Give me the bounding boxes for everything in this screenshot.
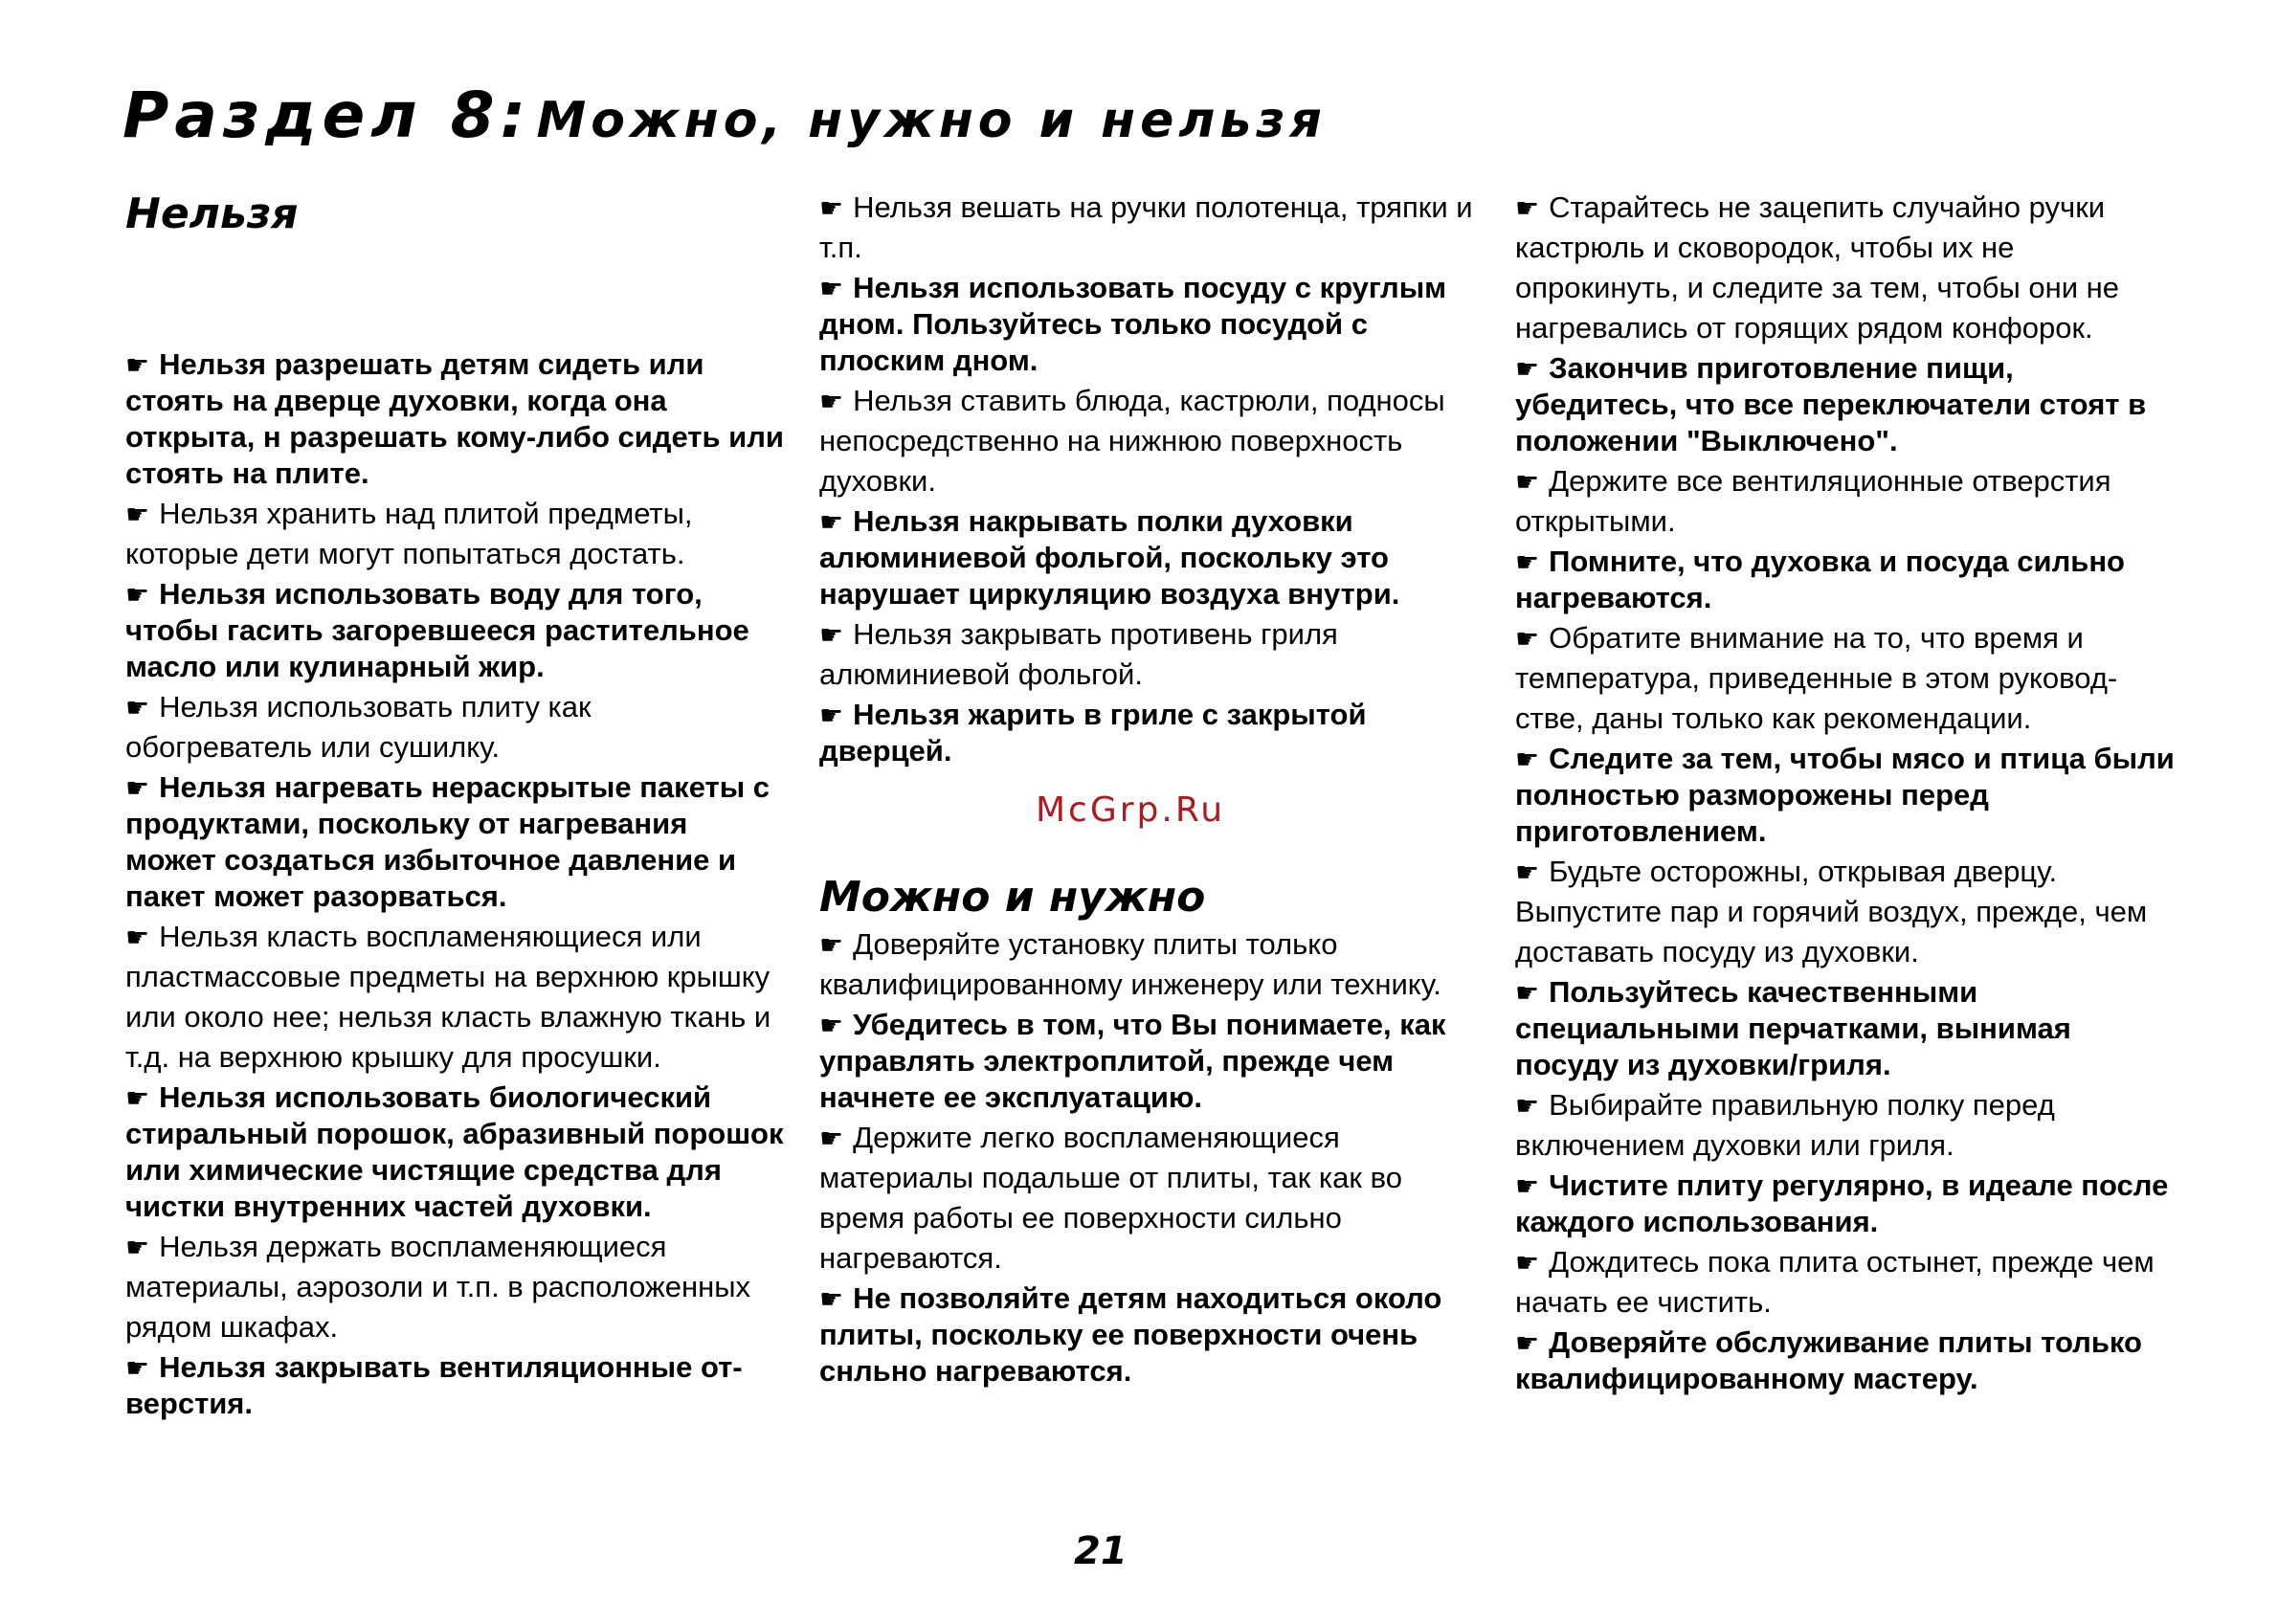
item-text: Нельзя использовать посуду с круглым дном. Пользуйтесь только посудой с плоским дном. <box>819 271 1447 377</box>
item-text: Нельзя нагревать нераскрытые пакеты с продуктами, поскольку от нагревания может создаться избыточное давление и пакет может разорваться. <box>125 770 770 913</box>
pointing-hand-icon: ☛ <box>1515 623 1540 655</box>
pointing-hand-icon: ☛ <box>125 1352 150 1384</box>
pointing-hand-icon: ☛ <box>1515 1327 1540 1359</box>
pointing-hand-icon: ☛ <box>819 700 844 731</box>
item-text: Нельзя разрешать детям сидеть или стоять на дверце духовки, когда она открыта, н разрешать кому-либо сидеть или стоять на плите. <box>125 347 784 490</box>
pointing-hand-icon: ☛ <box>1515 466 1540 498</box>
pointing-hand-icon: ☛ <box>125 579 150 611</box>
list-item <box>1515 852 2176 972</box>
item-text: Нельзя использовать биологический стиральный порошок, абразивный порошок или химические чистящие средства для чистки внутренних частей духовки. <box>125 1080 784 1223</box>
mozhno-list-col3 <box>1515 188 2176 1397</box>
pointing-hand-icon: ☛ <box>125 499 150 530</box>
pointing-hand-icon: ☛ <box>1515 1090 1540 1122</box>
column-3 <box>1515 188 2176 1399</box>
list-item <box>125 346 786 492</box>
item-text: Дождитесь пока плита остынет, прежде чем начать ее чистить. <box>1515 1245 2155 1319</box>
list-item <box>1515 188 2176 348</box>
mozhno-list-col2 <box>819 924 1480 1390</box>
item-text: Нельзя жарить в гриле с закрытой дверцей. <box>819 698 1367 768</box>
column-1 <box>125 188 786 1424</box>
pointing-hand-icon: ☛ <box>1515 546 1540 578</box>
list-item <box>1515 618 2176 739</box>
pointing-hand-icon: ☛ <box>125 1232 150 1263</box>
pointing-hand-icon: ☛ <box>819 1010 844 1041</box>
list-item <box>1515 461 2176 542</box>
pointing-hand-icon: ☛ <box>1515 744 1540 775</box>
item-text: Нельзя ставить блюда, кастрюли, подносы непосредственно на нижнюю поверхность духовки. <box>819 384 1445 498</box>
pointing-hand-icon: ☛ <box>1515 353 1540 385</box>
column-2 <box>819 188 1480 1391</box>
item-text: Выбирайте правильную полку перед включением духовки или гриля. <box>1515 1088 2055 1162</box>
item-text: Следите за тем, чтобы мясо и птица были полностью разморожены перед приготовлением. <box>1515 742 2175 848</box>
item-text: Нельзя закрывать противень гриля алюминиевой фольгой. <box>819 617 1338 691</box>
item-text: Нельзя вешать на ручки полотенца, тряпки и т.п. <box>819 190 1473 264</box>
item-text: Доверяйте обслуживание плиты только квалифицированному мастеру. <box>1515 1325 2142 1395</box>
pointing-hand-icon: ☛ <box>1515 1170 1540 1202</box>
item-text: Убедитесь в том, что Вы понимаете, как управлять электроплитой, прежде чем начнете ее эксплуатацию. <box>819 1008 1446 1114</box>
pointing-hand-icon: ☛ <box>819 1123 844 1154</box>
pointing-hand-icon: ☛ <box>125 922 150 953</box>
pointing-hand-icon: ☛ <box>1515 977 1540 1009</box>
list-item <box>819 1007 1480 1116</box>
item-text: Нельзя держать воспламеняющиеся материалы, аэрозоли и т.п. в расположенных рядом шкафах. <box>125 1230 751 1344</box>
pointing-hand-icon: ☛ <box>819 929 844 961</box>
mozhno-heading: Можно и нужно <box>819 873 1206 922</box>
section-number: Раздел 8: <box>123 78 531 152</box>
nelzya-list-col2 <box>819 188 1480 769</box>
section-title: Можно, нужно и нельзя <box>536 92 1327 149</box>
list-item <box>1515 1168 2176 1240</box>
item-text: Нельзя класть воспламеняющиеся или пластмассовые предметы на верхнюю крышку или около нее; нельзя класть влажную ткань и т.д. на верхнюю крышку для просушки. <box>125 920 771 1074</box>
pointing-hand-icon: ☛ <box>819 619 844 651</box>
list-item <box>819 924 1480 1005</box>
list-item <box>1515 350 2176 459</box>
list-item <box>125 1227 786 1347</box>
pointing-hand-icon: ☛ <box>125 692 150 723</box>
list-item <box>125 917 786 1078</box>
list-item <box>1515 974 2176 1083</box>
list-item <box>819 188 1480 268</box>
list-item <box>819 270 1480 379</box>
item-text: Пользуйтесь качественными специальными перчатками, вынимая посуду из духовки/гриля. <box>1515 975 2071 1081</box>
item-text: Держите легко воспламеняющиеся материалы подальше от плиты, так как во время работы ее поверхности сильно нагреваются. <box>819 1121 1402 1275</box>
pointing-hand-icon: ☛ <box>819 386 844 417</box>
list-item <box>125 576 786 685</box>
item-text: Нельзя хранить над плитой предметы, которые дети могут попытаться достать. <box>125 497 693 570</box>
pointing-hand-icon: ☛ <box>1515 856 1540 888</box>
item-text: Нельзя использовать воду для того, чтобы гасить загоревшееся растительное масло или кулинарный жир. <box>125 577 749 683</box>
item-text: Старайтесь не зацепить случайно ручки кастрюль и сковородок, чтобы их не опрокинуть, и следите за тем, чтобы они не нагревались от горящих рядом конфорок. <box>1515 190 2120 345</box>
list-item <box>1515 1085 2176 1166</box>
item-text: Нельзя накрывать полки духовки алюминиевой фольгой, поскольку это нарушает циркуляцию воздуха внутри. <box>819 504 1400 611</box>
pointing-hand-icon: ☛ <box>125 1082 150 1114</box>
item-text: Доверяйте установку плиты только квалифицированному инженеру или технику. <box>819 927 1441 1001</box>
item-text: Нельзя закрывать вентиляционные от- верстия. <box>125 1350 743 1420</box>
nelzya-heading: Нельзя <box>125 189 299 238</box>
list-item <box>1515 1242 2176 1323</box>
list-item <box>125 687 786 768</box>
item-text: Будьте осторожны, открывая дверцу. Выпустите пар и горячий воздух, прежде, чем доставать посуду из духовки. <box>1515 855 2148 968</box>
pointing-hand-icon: ☛ <box>819 192 844 224</box>
item-text: Закончив приготовление пищи, убедитесь, что все переключатели стоят в положении "Выключено". <box>1515 351 2147 457</box>
page-header <box>123 78 1327 152</box>
pointing-hand-icon: ☛ <box>1515 1247 1540 1279</box>
pointing-hand-icon: ☛ <box>125 772 150 804</box>
list-item <box>125 1079 786 1225</box>
list-item <box>819 697 1480 769</box>
list-item <box>125 1349 786 1422</box>
item-text: Чистите плиту регулярно, в идеале после каждого использования. <box>1515 1168 2169 1238</box>
item-text: Нельзя использовать плиту как обогреватель или сушилку. <box>125 690 592 764</box>
nelzya-list-col1 <box>125 346 786 1422</box>
list-item <box>819 1280 1480 1390</box>
list-item <box>819 1118 1480 1279</box>
list-item <box>1515 544 2176 616</box>
page-number: 21 <box>1074 1529 1128 1573</box>
pointing-hand-icon: ☛ <box>819 1283 844 1315</box>
watermark: McGrp.Ru <box>1035 790 1226 830</box>
pointing-hand-icon: ☛ <box>1515 192 1540 224</box>
item-text: Не позволяйте детям находиться около плиты, поскольку ее поверхности очень снльно нагреваются. <box>819 1281 1442 1388</box>
list-item <box>819 381 1480 501</box>
list-item <box>125 769 786 915</box>
pointing-hand-icon: ☛ <box>819 506 844 538</box>
list-item <box>819 614 1480 695</box>
list-item <box>1515 1324 2176 1397</box>
item-text: Держите все вентиляционные отверстия открытыми. <box>1515 464 2111 538</box>
list-item <box>1515 741 2176 850</box>
list-item <box>819 503 1480 612</box>
item-text: Обратите внимание на то, что время и температура, приведенные в этом руковод- стве, даны только как рекомендации. <box>1515 621 2118 735</box>
list-item <box>125 494 786 574</box>
item-text: Помните, что духовка и посуда сильно нагреваются. <box>1515 545 2125 614</box>
pointing-hand-icon: ☛ <box>125 349 150 381</box>
pointing-hand-icon: ☛ <box>819 273 844 304</box>
